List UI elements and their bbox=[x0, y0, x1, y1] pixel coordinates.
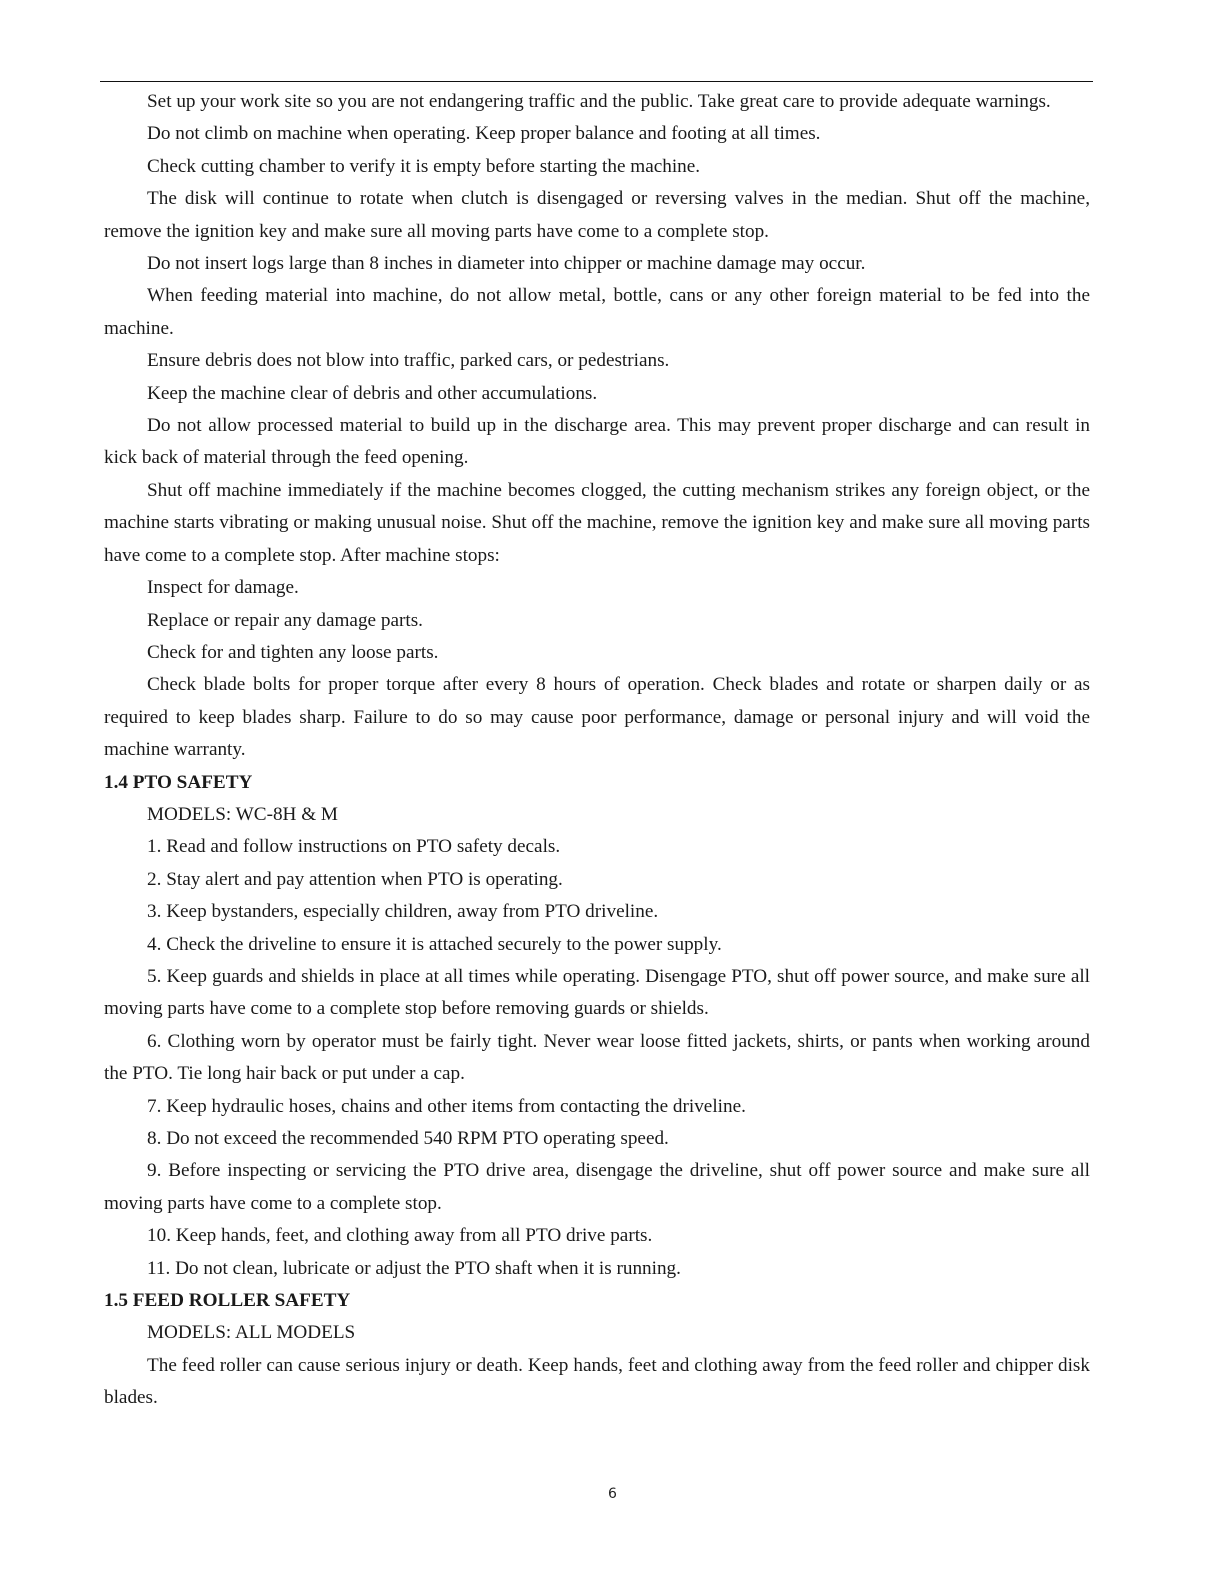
section-heading-feed-roller-safety: 1.5 FEED ROLLER SAFETY bbox=[104, 1290, 351, 1312]
numbered-item: 3. Keep bystanders, especially children, away from PTO driveline. bbox=[147, 901, 659, 923]
safety-paragraph: Do not climb on machine when operating. Keep proper balance and footing at all times. bbox=[147, 123, 821, 145]
numbered-item: 5. Keep guards and shields in place at all times while operating. Disengage PTO, shut off power source, and make sure all moving parts have come to a complete stop before removing guards or shields. bbox=[104, 965, 1090, 1020]
safety-paragraph: Shut off machine immediately if the machine becomes clogged, the cutting mechanism strikes any foreign object, or the machine starts vibrating or making unusual noise. Shut off the machine, remove the ignition key and make sure all moving parts have come to a complete stop. After machine stops: bbox=[104, 479, 1090, 566]
header-rule bbox=[100, 81, 1093, 82]
numbered-item: 4. Check the driveline to ensure it is attached securely to the power supply. bbox=[147, 933, 722, 955]
numbered-item: 11. Do not clean, lubricate or adjust the PTO shaft when it is running. bbox=[147, 1257, 681, 1279]
safety-paragraph: The disk will continue to rotate when clutch is disengaged or reversing valves in the median. Shut off the machine, remove the ignition key and make sure all moving parts have come to a complete stop. bbox=[104, 188, 1090, 242]
safety-paragraph: Replace or repair any damage parts. bbox=[147, 609, 423, 631]
numbered-item: 6. Clothing worn by operator must be fairly tight. Never wear loose fitted jackets, shirts, or pants when working around the PTO. Tie long hair back or put under a cap. bbox=[104, 1030, 1090, 1085]
numbered-item: 8. Do not exceed the recommended 540 RPM PTO operating speed. bbox=[147, 1128, 669, 1149]
numbered-item: 7. Keep hydraulic hoses, chains and other items from contacting the driveline. bbox=[147, 1095, 746, 1117]
safety-paragraph: Do not insert logs large than 8 inches in diameter into chipper or machine damage may occur. bbox=[147, 253, 866, 275]
numbered-item: 1. Read and follow instructions on PTO safety decals. bbox=[147, 836, 561, 858]
page-number: 6 bbox=[608, 1486, 617, 1502]
safety-paragraph: Keep the machine clear of debris and other accumulations. bbox=[147, 382, 598, 404]
models-line: MODELS: ALL MODELS bbox=[147, 1322, 356, 1344]
safety-paragraph: Inspect for damage. bbox=[147, 577, 299, 599]
safety-paragraph: Check blade bolts for proper torque after every 8 hours of operation. Check blades and rotate or sharpen daily or as required to keep blades sharp. Failure to do so may cause poor performance, damage or personal injury and will void the machine warranty. bbox=[104, 674, 1090, 761]
safety-paragraph: When feeding material into machine, do not allow metal, bottle, cans or any other foreign material to be fed into the machine. bbox=[104, 285, 1090, 339]
safety-paragraph: Ensure debris does not blow into traffic, parked cars, or pedestrians. bbox=[147, 350, 670, 372]
section-heading-pto-safety: 1.4 PTO SAFETY bbox=[104, 771, 253, 793]
safety-paragraph: Do not allow processed material to build up in the discharge area. This may prevent proper discharge and can result in kick back of material through the feed opening. bbox=[104, 415, 1090, 469]
models-line: MODELS: WC-8H & M bbox=[147, 803, 338, 825]
safety-paragraph: The feed roller can cause serious injury or death. Keep hands, feet and clothing away from the feed roller and chipper disk blades. bbox=[104, 1354, 1090, 1409]
document-body bbox=[104, 86, 1090, 1415]
numbered-item: 2. Stay alert and pay attention when PTO is operating. bbox=[147, 868, 563, 890]
numbered-item: 9. Before inspecting or servicing the PTO drive area, disengage the driveline, shut off power source and make sure all moving parts have come to a complete stop. bbox=[104, 1160, 1090, 1214]
safety-paragraph: Check for and tighten any loose parts. bbox=[147, 641, 439, 663]
numbered-item: 10. Keep hands, feet, and clothing away from all PTO drive parts. bbox=[147, 1225, 653, 1247]
safety-paragraph: Check cutting chamber to verify it is empty before starting the machine. bbox=[147, 155, 701, 177]
safety-paragraph: Set up your work site so you are not endangering traffic and the public. Take great care to provide adequate warnings. bbox=[147, 91, 1051, 112]
